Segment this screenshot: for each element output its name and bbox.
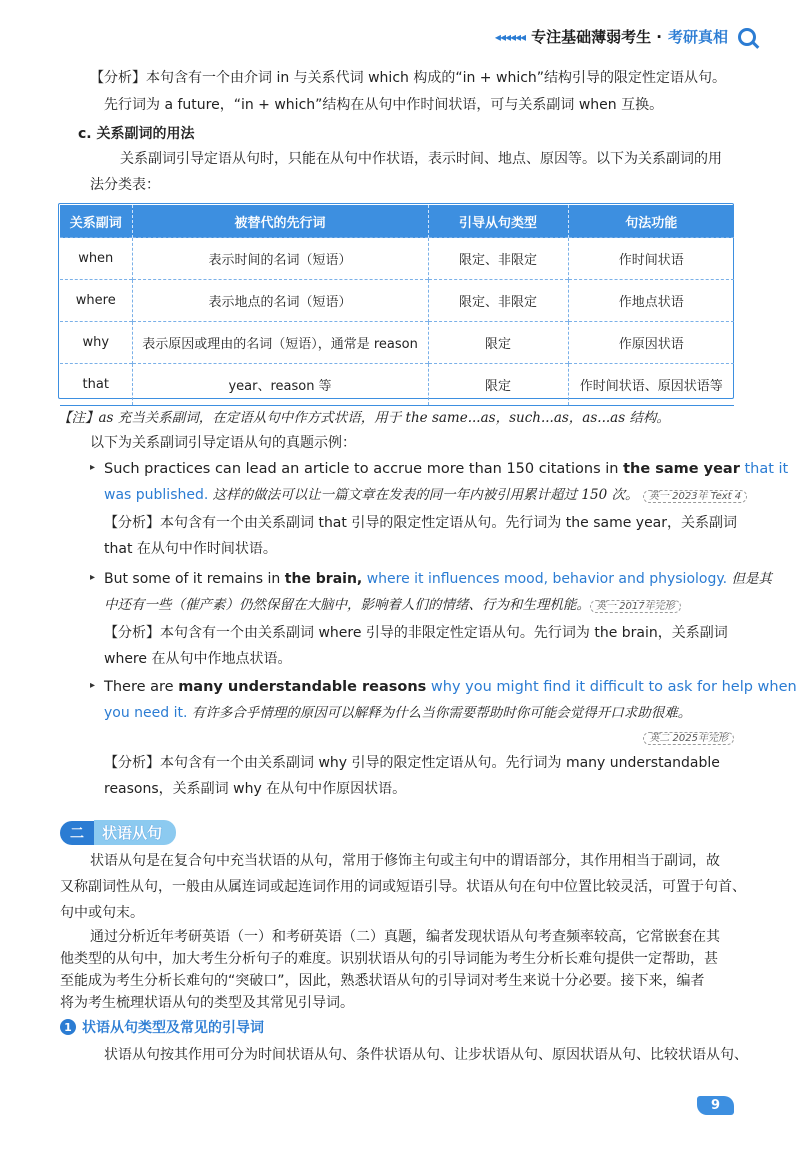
text-span: the same year bbox=[623, 461, 740, 477]
table-row bbox=[60, 322, 734, 364]
text-span: 中还有一些（催产素）仍然保留在大脑中，影响着人们的情绪、行为和生理机能。 bbox=[104, 597, 590, 613]
analysis-line: 【分析】本句含有一个由介词 in 与关系代词 which 构成的“in + which”结构引导的限定性定语从句。 bbox=[90, 70, 727, 86]
table-cell: 作原因状语 bbox=[568, 322, 734, 364]
analysis-line: 先行词为 a future，“in + which”结构在从句中作时间状语，可与关系副词 when 互换。 bbox=[104, 97, 664, 113]
text-span: There are bbox=[104, 679, 179, 695]
table-cell: 表示地点的名词（短语） bbox=[132, 280, 428, 322]
example-sentence bbox=[104, 676, 797, 698]
paragraph-line: 句中或句末。 bbox=[60, 905, 144, 921]
paragraph-line: 将为考生梳理状语从句的类型及其常见引导词。 bbox=[60, 995, 354, 1011]
table-cell: 作时间状语 bbox=[568, 238, 734, 280]
paragraph-line: 至能成为考生分析长难句的“突破口”，因此，熟悉状语从句的引导词对考生来说十分必要。接下来，编者 bbox=[60, 973, 705, 989]
text-span: 这样的做法可以让一篇文章在发表的同一年内被引用累计超过 150 次。 bbox=[208, 487, 639, 503]
source-tag: 英一 2023年 Text 4 bbox=[643, 490, 747, 503]
table-row bbox=[60, 280, 734, 322]
source-tag: 英一 2017年完形 bbox=[590, 600, 681, 613]
paragraph-line: 状语从句是在复合句中充当状语的从句，常用于修饰主句或主句中的谓语部分，其作用相当于副词，故 bbox=[90, 853, 720, 869]
table-cell: where bbox=[60, 280, 132, 322]
relative-adverb-table bbox=[60, 205, 734, 406]
section-2-heading bbox=[60, 820, 176, 845]
page-number: 9 bbox=[697, 1096, 734, 1115]
table-cell: 限定、非限定 bbox=[428, 238, 568, 280]
section-c-heading: c. 关系副词的用法 bbox=[78, 126, 195, 142]
table-row bbox=[60, 364, 734, 406]
text-span: Such practices can lead an article to accrue more than 150 citations in bbox=[104, 461, 624, 477]
text-span: many understandable reasons bbox=[178, 679, 427, 695]
table-cell: 限定、非限定 bbox=[428, 280, 568, 322]
arrows-icon: ◂◂◂◂◂◂ bbox=[494, 29, 526, 44]
paragraph-line: 法分类表： bbox=[90, 177, 160, 193]
analysis-line: 【分析】本句含有一个由关系副词 that 引导的限定性定语从句。先行词为 the same year，关系副词 bbox=[104, 515, 738, 531]
source-line bbox=[643, 726, 734, 750]
example-sentence bbox=[104, 484, 747, 508]
example-sentence bbox=[104, 568, 772, 590]
note-line: 【注】as 充当关系副词，在定语从句中作方式状语，用于 the same...as，such...as，as...as 结构。 bbox=[58, 410, 670, 426]
paragraph-line: 他类型的从句中，加大考生分析句子的难度。识别状语从句的引导词能为考生分析长难句提供一定帮助，甚 bbox=[60, 951, 718, 967]
paragraph-line: 通过分析近年考研英语（一）和考研英语（二）真题，编者发现状语从句考查频率较高，它常嵌套在其 bbox=[90, 929, 720, 945]
table-header-cell: 关系副词 bbox=[60, 205, 132, 238]
section-title: 状语从句 bbox=[94, 820, 176, 845]
text-span: the brain, bbox=[284, 571, 363, 587]
header-text: 专注基础薄弱考生 · bbox=[531, 28, 662, 46]
analysis-line: 【分析】本句含有一个由关系副词 where 引导的非限定性定语从句。先行词为 the brain，关系副词 bbox=[104, 625, 728, 641]
table-cell: when bbox=[60, 238, 132, 280]
section-number: 二 bbox=[60, 821, 94, 845]
paragraph-line: 关系副词引导定语从句时，只能在从句中作状语，表示时间、地点、原因等。以下为关系副词的用 bbox=[120, 151, 722, 167]
analysis-line: reasons，关系副词 why 在从句中作原因状语。 bbox=[104, 781, 407, 797]
text-span: that it bbox=[739, 461, 789, 477]
subsection-title: 状语从句类型及常见的引导词 bbox=[82, 1020, 264, 1036]
bullet-icon: ▸ bbox=[90, 680, 96, 691]
table-row bbox=[60, 238, 734, 280]
table-cell: 限定 bbox=[428, 322, 568, 364]
table-cell: 作时间状语、原因状语等 bbox=[568, 364, 734, 406]
text-span: 有许多合乎情理的原因可以解释为什么当你需要帮助时你可能会觉得开口求助很难。 bbox=[187, 705, 692, 721]
example-sentence bbox=[104, 458, 788, 480]
table-cell: 限定 bbox=[428, 364, 568, 406]
table-header-row bbox=[60, 205, 734, 238]
text-span: why you might find it difficult to ask for help when bbox=[426, 679, 797, 695]
table-header-cell: 句法功能 bbox=[568, 205, 734, 238]
text-span: But some of it remains in bbox=[104, 571, 285, 587]
analysis-line: 【分析】本句含有一个由关系副词 why 引导的限定性定语从句。先行词为 many understandable bbox=[104, 755, 720, 771]
table-cell: 表示原因或理由的名词（短语），通常是 reason bbox=[132, 322, 428, 364]
table-cell: 作地点状语 bbox=[568, 280, 734, 322]
table-cell: 表示时间的名词（短语） bbox=[132, 238, 428, 280]
paragraph-line: 又称副词性从句，一般由从属连词或起连词作用的词或短语引导。状语从句在句中位置比较灵活，可置于句首、 bbox=[60, 879, 746, 895]
subsection-number: 1 bbox=[60, 1019, 76, 1035]
paragraph-line: 状语从句按其作用可分为时间状语从句、条件状语从句、让步状语从句、原因状语从句、比较状语从句、 bbox=[104, 1047, 748, 1063]
analysis-line: that 在从句中作时间状语。 bbox=[104, 541, 277, 557]
bullet-icon: ▸ bbox=[90, 462, 96, 473]
text-span: was published. bbox=[104, 487, 209, 503]
table-cell: that bbox=[60, 364, 132, 406]
text-span: you need it. bbox=[104, 705, 188, 721]
table-cell: why bbox=[60, 322, 132, 364]
analysis-line: where 在从句中作地点状语。 bbox=[104, 651, 292, 667]
text-span: where it influences mood, behavior and physiology. bbox=[362, 571, 728, 587]
bullet-icon: ▸ bbox=[90, 572, 96, 583]
source-tag: 英二 2025年完形 bbox=[643, 732, 734, 745]
page-header bbox=[495, 26, 756, 47]
table-header-cell: 被替代的先行词 bbox=[132, 205, 428, 238]
table-cell: year、reason 等 bbox=[132, 364, 428, 406]
example-sentence bbox=[104, 702, 691, 724]
examples-intro: 以下为关系副词引导定语从句的真题示例： bbox=[90, 435, 356, 451]
table-header-cell: 引导从句类型 bbox=[428, 205, 568, 238]
header-brand: 考研真相 bbox=[667, 28, 728, 46]
text-span: 但是其 bbox=[727, 571, 772, 587]
example-sentence bbox=[104, 594, 681, 618]
subsection-heading bbox=[60, 1017, 264, 1037]
magnifier-icon bbox=[738, 28, 756, 46]
